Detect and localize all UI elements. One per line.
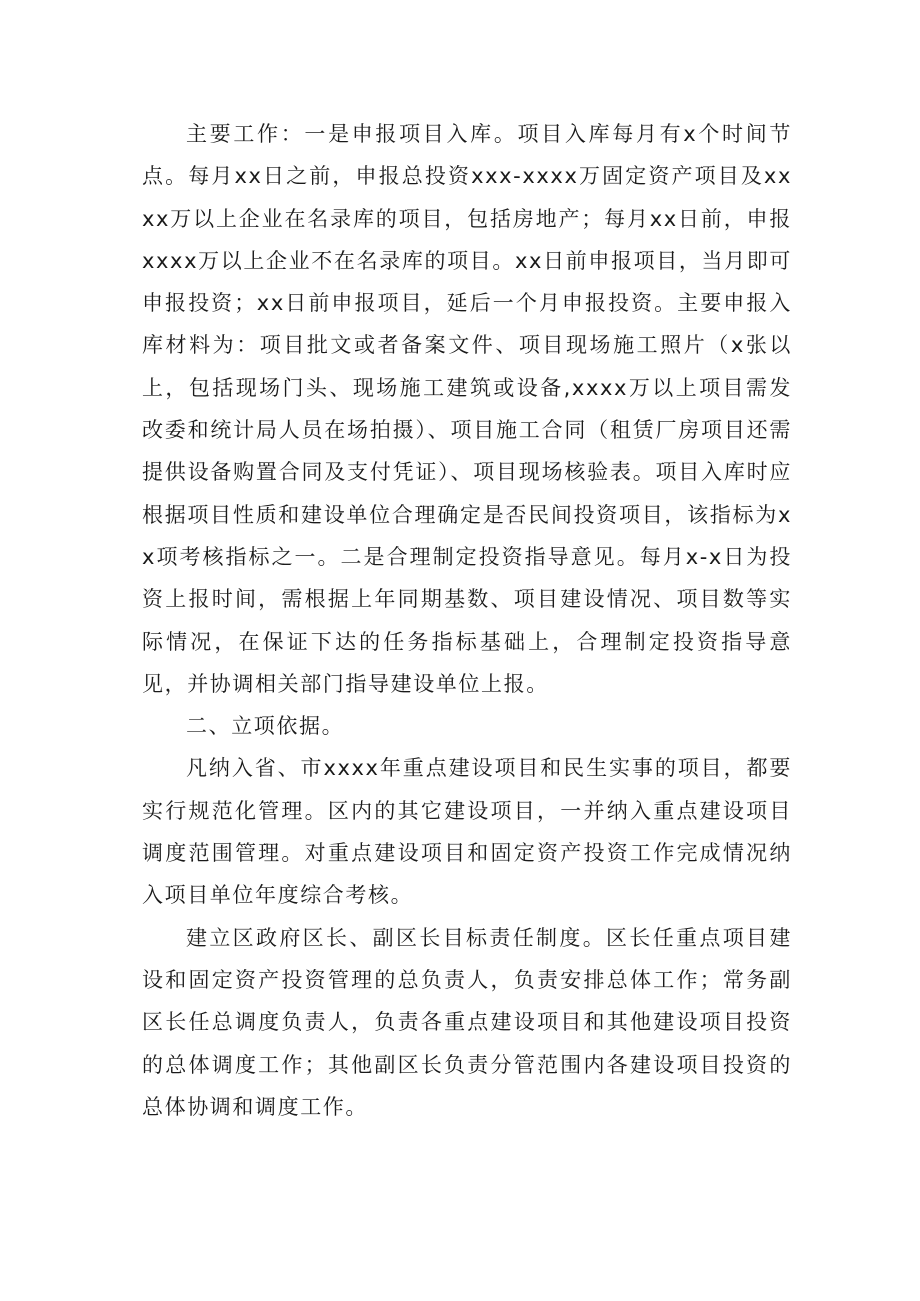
paragraph-key-projects: 凡纳入省、市xxxx年重点建设项目和民生实事的项目，都要实行规范化管理。区内的其它建设项目，一并纳入重点建设项目调度范围管理。对重点建设项目和固定资产投资工作完成情况纳入项目单位年度综合考核。 bbox=[142, 756, 792, 908]
paragraph-main-work: 主要工作：一是申报项目入库。项目入库每月有x个时间节点。每月xx日之前，申报总投资xxx-xxxx万固定资产项目及xxxx万以上企业在名录库的项目，包括房地产；每月xx日前，申报xxxx万以上企业不在名录库的项目。xx日前申报项目，当月即可申报投资；xx日前申报项目，延后一个月申报投资。主要申报入库材料为：项目批文或者备案文件、项目现场施工照片（x张以上，包括现场门头、现场施工建筑或设备,xxxx万以上项目需发改委和统计局人员在场拍摄）、项目施工合同（租赁厂房项目还需提供设备购置合同及支付凭证）、项目现场核验表。项目入库时应根据项目性质和建设单位合理确定是否民间投资项目，该指标为xx项考核指标之一。二是合理制定投资指导意见。每月x-x日为投资上报时间，需根据上年同期基数、项目建设情况、项目数等实际情况，在保证下达的任务指标基础上，合理制定投资指导意见，并协调相关部门指导建设单位上报。 bbox=[142, 122, 792, 696]
document-body bbox=[142, 113, 792, 1128]
paragraph-responsibility-system: 建立区政府区长、副区长目标责任制度。区长任重点项目建设和固定资产投资管理的总负责人，负责安排总体工作；常务副区长任总调度负责人，负责各重点建设项目和其他建设项目投资的总体调度工作；其他副区长负责分管范围内各建设项目投资的总体协调和调度工作。 bbox=[142, 925, 792, 1119]
section-heading-project-basis: 二、立项依据。 bbox=[186, 714, 345, 739]
